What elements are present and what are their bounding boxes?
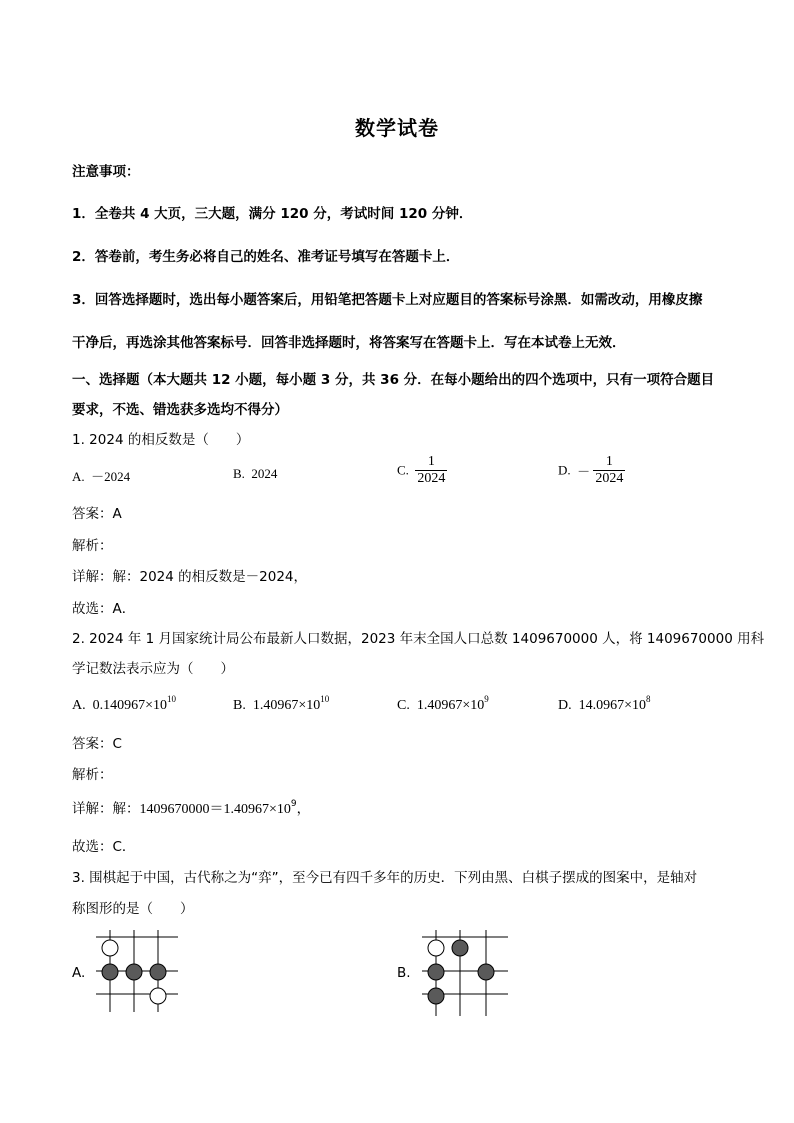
- black-stone: [452, 940, 468, 956]
- q3-option-b-go-board: [412, 926, 517, 1026]
- q2-option-a-base: 0.140967×10: [92, 698, 168, 713]
- q2-option-d: [558, 694, 651, 714]
- q2-detail-expression: 1409670000＝1.40967×10: [139, 802, 291, 817]
- q2-option-b: [233, 694, 329, 714]
- q1-option-c-label: C.: [397, 462, 409, 478]
- q3-stem-cont: 称图形的是（ ）: [72, 901, 194, 917]
- black-stone: [428, 988, 444, 1004]
- black-stone: [428, 964, 444, 980]
- q2-option-d-base: 14.0967×10: [578, 698, 647, 713]
- q2-stem-cont: 学记数法表示应为（ ）: [72, 661, 234, 677]
- q2-answer: 答案：C: [72, 736, 122, 752]
- q1-choose: 故选：A．: [72, 601, 136, 617]
- notice-item-3: 3．回答选择题时，选出每小题答案后，用铅笔把答题卡上对应题目的答案标号涂黑．如需改动，用橡皮擦: [72, 292, 703, 308]
- black-stone: [126, 964, 142, 980]
- q1-detail: 详解：解：2024 的相反数是－2024，: [72, 569, 308, 585]
- q1-option-a: [72, 466, 130, 485]
- black-stone: [478, 964, 494, 980]
- notice-heading: 注意事项：: [72, 164, 140, 180]
- fraction-numerator: 1: [415, 454, 447, 471]
- section-heading: 一、选择题（本大题共 12 小题，每小题 3 分，共 36 分．在每小题给出的四个选项中，只有一项符合题目: [72, 372, 715, 388]
- white-stone: [150, 988, 166, 1004]
- q1-option-b-value: 2024: [251, 466, 278, 481]
- page-title: 数学试卷: [355, 116, 439, 140]
- q3-option-a-go-board: [86, 926, 186, 1016]
- q2-option-a-label: A.: [72, 698, 86, 713]
- q2-option-c: [397, 694, 489, 714]
- q3-option-b-label: B.: [397, 965, 411, 981]
- q1-option-d-sign: －: [577, 464, 591, 480]
- q1-option-d-fraction: [593, 454, 625, 487]
- q1-option-c: [397, 454, 447, 487]
- q1-option-c-fraction: [415, 454, 447, 487]
- q2-option-b-label: B.: [233, 698, 246, 713]
- white-stone: [428, 940, 444, 956]
- q1-stem: 1. 2024 的相反数是（ ）: [72, 432, 250, 448]
- q1-analysis: 解析：: [72, 538, 113, 554]
- q2-choose: 故选：C．: [72, 839, 136, 855]
- notice-item-3-cont: 干净后，再选涂其他答案标号．回答非选择题时，将答案写在答题卡上．写在本试卷上无效．: [72, 335, 626, 351]
- q2-option-a: [72, 694, 176, 714]
- black-stone: [102, 964, 118, 980]
- notice-item-1: 1．全卷共 4 大页，三大题，满分 120 分，考试时间 120 分钟．: [72, 206, 473, 222]
- q1-option-b-label: B.: [233, 466, 245, 481]
- q2-detail-prefix: 详解：解：: [72, 801, 140, 817]
- q2-option-b-exponent: 10: [320, 694, 330, 704]
- q2-option-c-exponent: 9: [484, 694, 489, 704]
- black-stone: [150, 964, 166, 980]
- q2-option-c-label: C.: [397, 698, 410, 713]
- section-heading-cont: 要求，不选、错选获多选均不得分）: [72, 402, 288, 418]
- q2-option-a-exponent: 10: [167, 694, 177, 704]
- q2-stem: 2. 2024 年 1 月国家统计局公布最新人口数据，2023 年末全国人口总数 1409670000 人，将 1409670000 用科: [72, 631, 765, 647]
- q2-detail-suffix: ，: [296, 801, 311, 817]
- q1-option-b: [233, 466, 277, 482]
- q2-detail-exponent: 9: [290, 799, 297, 809]
- q1-option-d-label: D.: [558, 462, 571, 478]
- q1-option-a-label: A.: [72, 469, 85, 484]
- q3-option-a-label: A.: [72, 965, 86, 981]
- q3-stem: 3. 围棋起于中国，古代称之为“弈”，至今已有四千多年的历史．下列由黑、白棋子摆成的图案中，是轴对: [72, 870, 698, 886]
- notice-item-2: 2．答卷前，考生务必将自己的姓名、准考证号填写在答题卡上．: [72, 249, 460, 265]
- q2-option-d-label: D.: [558, 698, 572, 713]
- q2-detail: [72, 797, 310, 818]
- q1-answer: 答案：A: [72, 506, 122, 522]
- q1-option-d: [558, 454, 625, 487]
- q2-option-d-exponent: 8: [646, 694, 651, 704]
- fraction-denominator: 2024: [595, 471, 624, 487]
- q2-option-c-base: 1.40967×10: [416, 698, 485, 713]
- fraction-numerator: 1: [593, 454, 625, 471]
- q1-option-a-value: －2024: [91, 469, 131, 484]
- white-stone: [102, 940, 118, 956]
- fraction-denominator: 2024: [417, 471, 446, 487]
- q2-analysis: 解析：: [72, 767, 113, 783]
- q2-option-b-base: 1.40967×10: [252, 698, 321, 713]
